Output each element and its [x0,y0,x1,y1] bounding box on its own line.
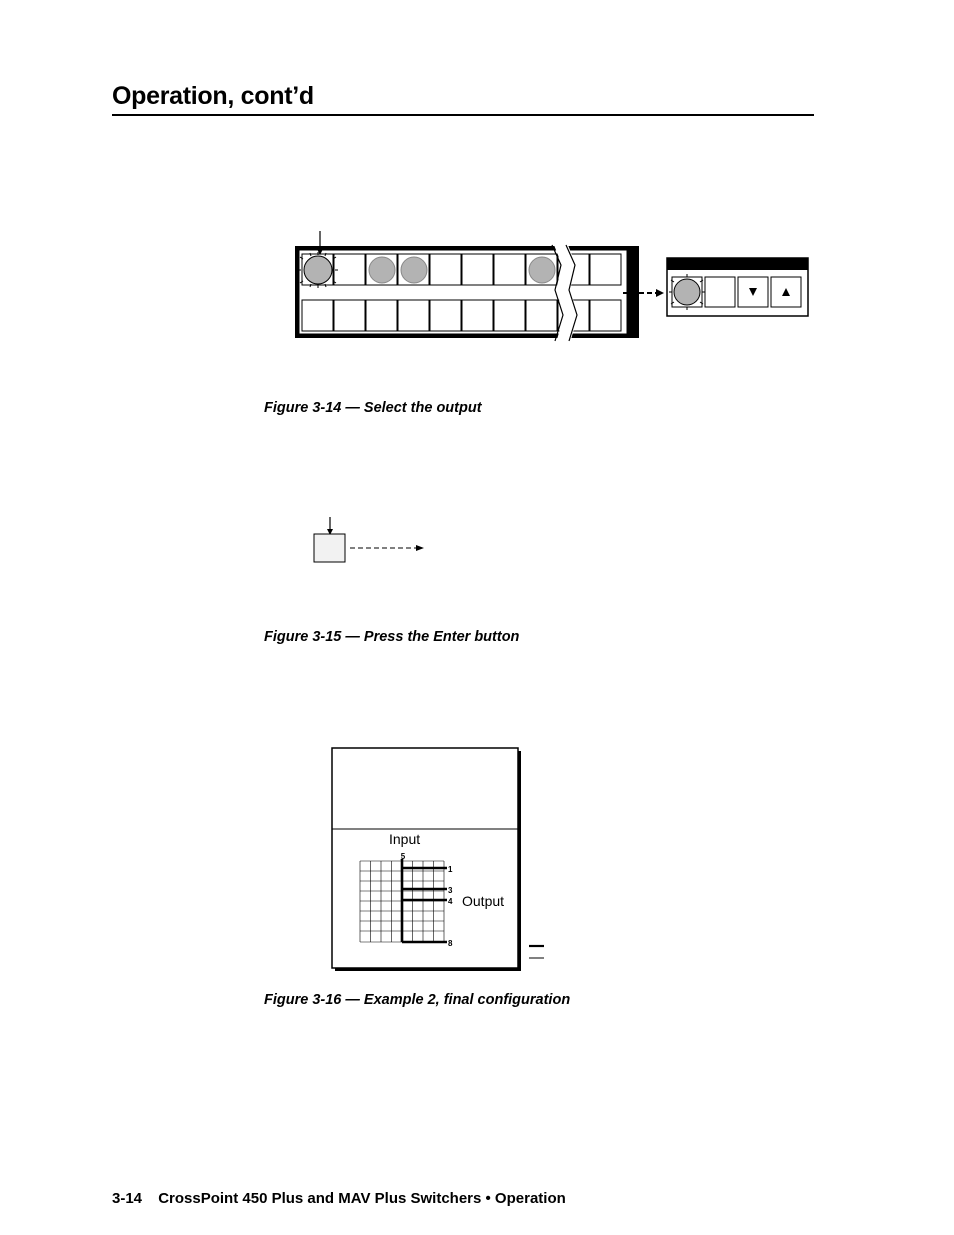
input-button-lit[interactable] [529,257,555,283]
output-number: 3 [448,886,453,895]
output-number: 1 [448,865,453,874]
figure-3-16-caption: Figure 3-16 — Example 2, final configuration [264,992,571,1008]
press-arrow-icon [327,517,333,535]
footer-text: CrossPoint 450 Plus and MAV Plus Switchers • Operation [158,1190,566,1207]
output-button-lit[interactable] [304,256,332,284]
connector-arrow-icon [350,545,424,551]
output-number: 4 [448,897,453,906]
control-panel [667,258,808,316]
output-number: 8 [448,939,453,948]
output-label: Output [462,893,505,909]
enter-button-lit[interactable] [674,279,700,305]
input-button-lit[interactable] [401,257,427,283]
line-legend [529,946,544,958]
page-title: Operation, cont’d [112,82,314,110]
figure-3-15-caption: Figure 3-15 — Press the Enter button [264,629,520,645]
enter-button[interactable] [314,534,345,562]
figure-3-14-caption: Figure 3-14 — Select the output [264,400,482,416]
input-number: 5 [400,852,406,861]
figure-3-14-panel [290,225,812,345]
input-button-lit[interactable] [369,257,395,283]
footer [112,1190,566,1207]
input-label: Input [389,831,421,847]
page-number: 3-14 [112,1190,143,1207]
title-rule [112,114,814,116]
figure-3-15-graphic [310,515,440,565]
figure-3-16-diagram [330,746,548,974]
